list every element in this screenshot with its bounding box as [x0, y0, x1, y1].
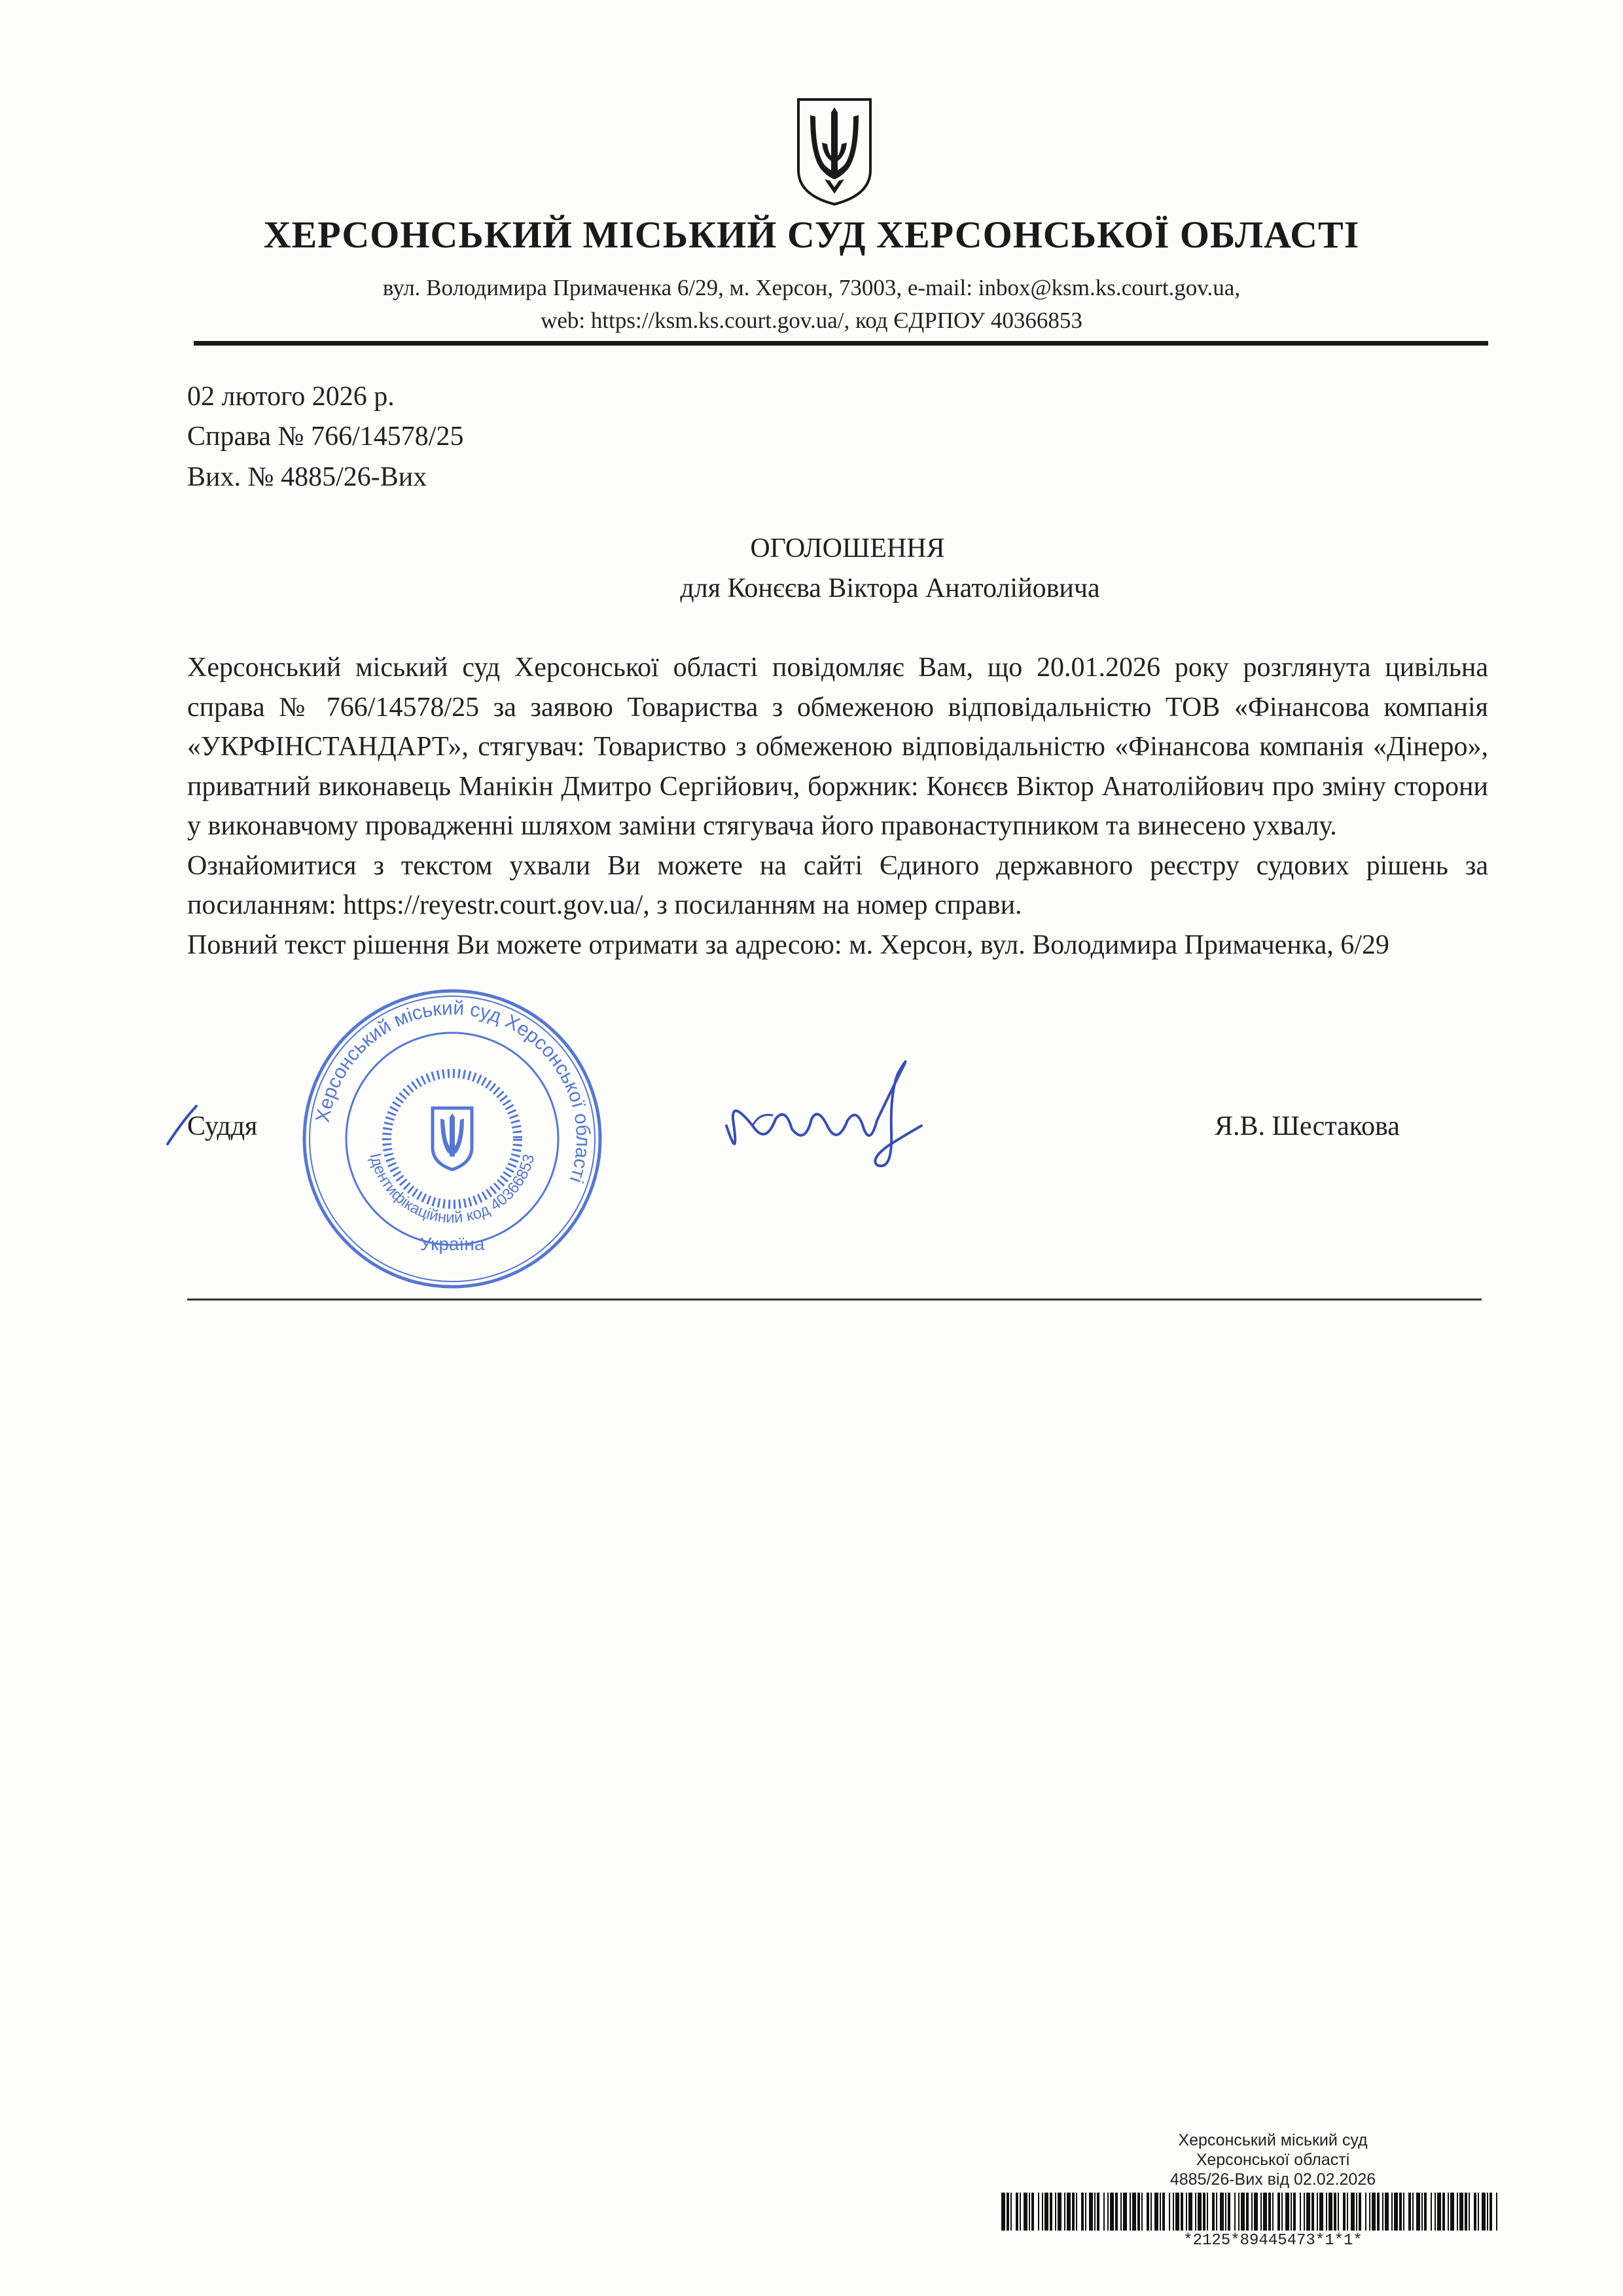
registration-region: Херсонської області	[1196, 2151, 1350, 2169]
court-title: ХЕРСОНСЬКИЙ МІСЬКИЙ СУД ХЕРСОНСЬКОЇ ОБЛАСТІ	[263, 213, 1360, 256]
body-paragraph-registry: Ознайомитися з текстом ухвали Ви можете на сайті Єдиного державного реєстру судових рішень за посиланням: https://reyestr.court.gov.ua/, з посиланням на номер справи.	[187, 850, 1488, 920]
body-paragraph-address: Повний текст рішення Ви можете отримати за адресою: м. Херсон, вул. Володимира Примаченка, 6/29	[187, 929, 1389, 960]
seal-country: Україна	[419, 1234, 485, 1254]
barcode-code: *2125*89445473*1*1*	[1183, 2232, 1363, 2250]
body-paragraph-decision: Херсонський міський суд Херсонської області повідомляє Вам, що 20.01.2026 року розглянута цивільна справа № 766/14578/25 за заявою Товариства з обмеженою відповідальністю ТОВ «Фінансова компанія «УКРФІНСТАНДАРТ», стягувач: Товариство з обмеженою відповідальністю «Фінансова компанія «Дінеро», приватний виконавець Манікін Дмитро Сергійович, боржник: Конєєв Віктор Анатолійович про зміну сторони у виконавчому провадженні шляхом заміни стягувача його правонаступником та винесено ухвалу.	[187, 653, 1488, 841]
announcement-title: ОГОЛОШЕННЯ	[750, 533, 945, 564]
judge-signature	[713, 1047, 936, 1178]
registration-number: 4885/26-Вих від 02.02.2026	[1169, 2170, 1376, 2189]
case-number: Справа № 766/14578/25	[187, 422, 464, 452]
header-divider	[194, 341, 1488, 346]
announcement-body	[187, 648, 1488, 965]
judge-label: Суддя	[187, 1111, 258, 1141]
court-address: вул. Володимира Примаченка 6/29, м. Херсон, 73003, e-mail: inbox@ksm.ks.court.gov.ua,	[382, 275, 1241, 300]
court-web-and-code: web: https://ksm.ks.court.gov.ua/, код ЄДРПОУ 40366853	[541, 308, 1082, 333]
coat-of-arms-icon	[794, 97, 874, 207]
barcode	[1001, 2193, 1499, 2231]
seal-inner-text: Ідентифікаційний код 40366853	[366, 1151, 539, 1227]
registration-court: Херсонський міський суд	[1178, 2131, 1368, 2149]
footer-divider	[187, 1299, 1482, 1300]
seal-outer-text: Херсонський міський суд Херсонської області	[312, 997, 594, 1186]
outgoing-number: Вих. № 4885/26-Вих	[187, 462, 427, 492]
court-seal	[298, 985, 606, 1293]
announcement-recipient: для Конєєва Віктора Анатолійовича	[680, 573, 1100, 603]
judge-name: Я.В. Шестакова	[1215, 1111, 1400, 1141]
document-date: 02 лютого 2026 р.	[187, 382, 395, 412]
